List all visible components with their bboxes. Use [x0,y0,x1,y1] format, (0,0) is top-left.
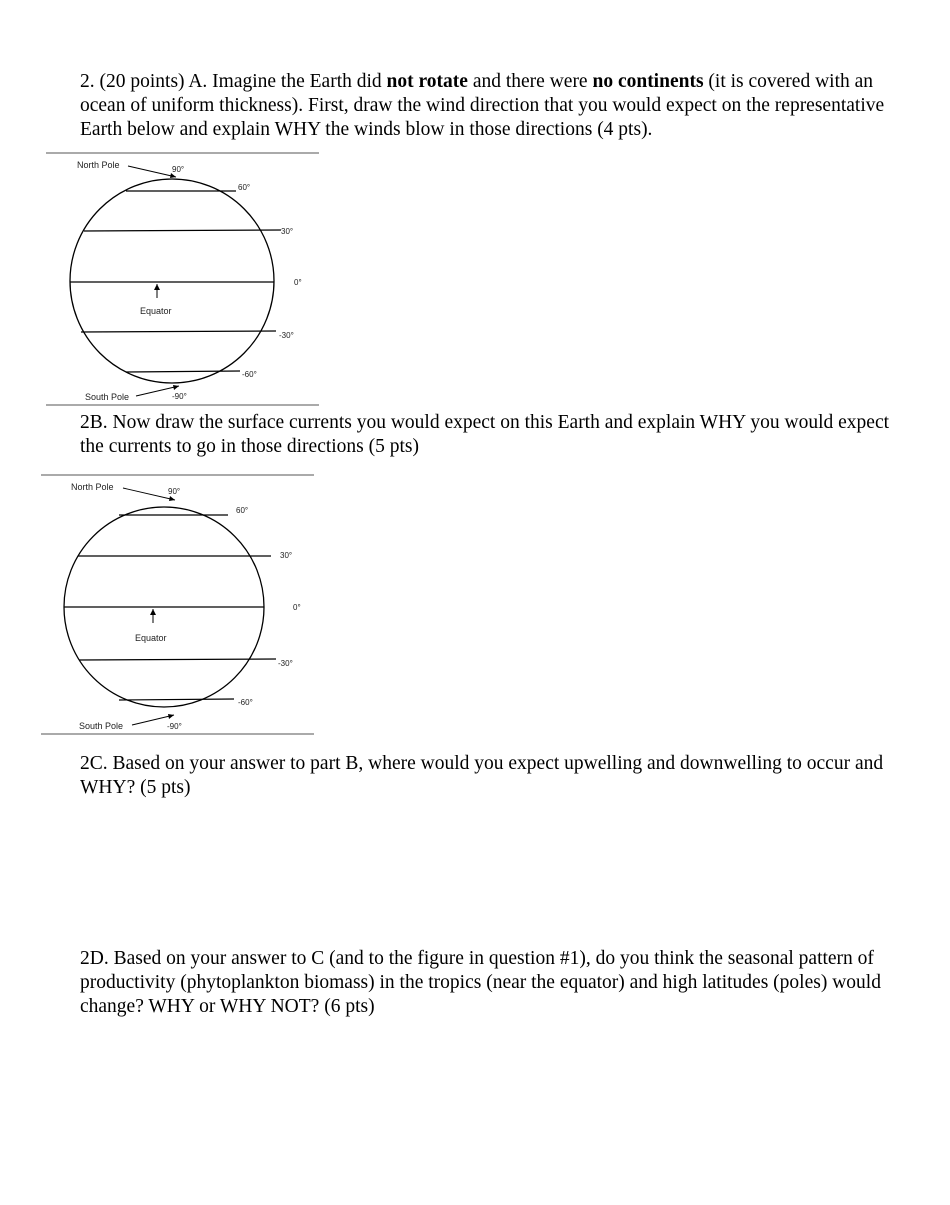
lat-neg60-label: -60° [238,698,253,707]
lat-60-label: 60° [236,506,249,515]
lat-neg60-label: -60° [242,370,257,379]
latitude-line-60s [119,699,234,700]
equator-arrowhead [150,609,156,615]
lat-30-label: 30° [280,551,293,560]
latitude-line-30n [84,230,281,231]
lat-neg90-label: -90° [172,392,187,401]
lat-0-label: 0° [293,603,301,612]
lat-neg30-label: -30° [278,659,293,668]
question-2a-suffix: (it is covered with an ocean of uniform thickness). First, draw the wind direction that you would expect on the representative Earth below and explain WHY the winds blow in those directions (4 pts). [80,71,885,140]
globe-diagram-svg [46,153,326,408]
globe-diagram-svg [41,475,321,737]
north-pole-pointer [128,166,176,177]
question-2d [80,947,910,1019]
question-2a [80,70,910,142]
question-2b-text: 2B. Now draw the surface currents you would expect on this Earth and explain WHY you would expect the currents to go in those directions (5 pts) [80,412,890,457]
south-pole-arrowhead [168,714,174,719]
question-2d-text: 2D. Based on your answer to C (and to the figure in question #1), do you think the seasonal pattern of productivity (phytoplankton biomass) in the tropics (near the equator) and high latitudes (poles) would change? WHY or WHY NOT? (6 pts) [80,948,881,1017]
equator-arrowhead [154,284,160,290]
globe-diagram-2b [41,475,321,737]
question-2c [80,752,910,800]
question-2a-bold-no-continents: no continents [592,71,704,92]
latitude-line-30s [79,659,276,660]
lat-neg30-label: -30° [279,331,294,340]
question-2a-bold-not-rotate: not rotate [386,71,468,92]
equator-label: Equator [140,306,172,316]
question-2a-prefix: 2. (20 points) A. Imagine the Earth did [80,71,387,92]
lat-60-label: 60° [238,183,251,192]
latitude-line-60s [126,371,240,372]
question-2c-text: 2C. Based on your answer to part B, where would you expect upwelling and downwelling to occur and WHY? (5 pts) [80,753,884,798]
globe-outline [70,179,274,383]
question-2b [80,411,910,459]
south-pole-label: South Pole [85,392,130,402]
lat-90-label: 90° [168,487,181,496]
north-pole-label: North Pole [71,482,114,492]
south-pole-label: South Pole [79,721,124,731]
lat-neg90-label: -90° [167,722,182,731]
lat-0-label: 0° [294,278,302,287]
lat-30-label: 30° [281,227,294,236]
north-pole-label: North Pole [77,160,120,170]
lat-90-label: 90° [172,165,185,174]
question-2a-middle: and there were [467,71,593,92]
latitude-line-30s [81,331,276,332]
globe-diagram-2a [46,153,326,408]
equator-label: Equator [135,633,167,643]
